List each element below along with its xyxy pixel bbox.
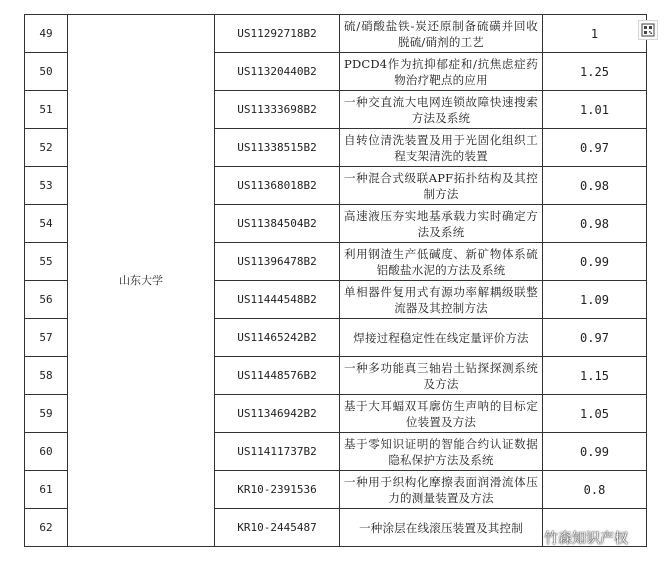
patent-number: US11320440B2 (215, 53, 340, 91)
patent-title: 焊接过程稳定性在线定量评价方法 (353, 330, 529, 345)
value-cell: 0.97 (543, 129, 647, 167)
patent-title-cell (340, 91, 543, 129)
qr-code-icon (641, 23, 655, 37)
value-cell: 0.98 (543, 167, 647, 205)
patent-title: 一种交直流大电网连锁故障快速搜索方法及系统 (344, 94, 538, 125)
patent-title: 基于大耳蝠双耳廓仿生声呐的目标定位装置及方法 (344, 398, 538, 429)
row-number: 54 (25, 205, 68, 243)
patent-title-cell (340, 243, 543, 281)
patent-title: 利用钢渣生产低碱度、新矿物体系硫铝酸盐水泥的方法及系统 (344, 246, 538, 277)
patent-title-cell (340, 357, 543, 395)
patent-title-cell (340, 471, 543, 509)
patent-title: 一种混合式级联APF拓扑结构及其控制方法 (344, 170, 538, 201)
row-number: 56 (25, 281, 68, 319)
value-cell: 0.8 (543, 471, 647, 509)
row-number: 58 (25, 357, 68, 395)
value-cell: 0.99 (543, 243, 647, 281)
patent-title: 单相器件复用式有源功率解耦级联整流器及其控制方法 (344, 284, 538, 315)
patent-title-cell (340, 15, 543, 53)
row-number: 50 (25, 53, 68, 91)
table-row (25, 15, 647, 53)
patent-title-cell (340, 433, 543, 471)
row-number: 57 (25, 319, 68, 357)
row-number: 55 (25, 243, 68, 281)
value-cell: 0.97 (543, 319, 647, 357)
patent-number: KR10-2391536 (215, 471, 340, 509)
row-number: 52 (25, 129, 68, 167)
patent-number: US11396478B2 (215, 243, 340, 281)
value-cell: 1.15 (543, 357, 647, 395)
row-number: 51 (25, 91, 68, 129)
value-cell: 1 (543, 15, 647, 53)
patent-title: 一种涂层在线滚压装置及其控制 (359, 520, 523, 535)
patent-title: 自转位清洗装置及用于光固化组织工程支架清洗的装置 (344, 132, 538, 163)
row-number: 62 (25, 509, 68, 547)
patent-number: KR10-2445487 (215, 509, 340, 547)
patent-title-cell (340, 53, 543, 91)
patent-number: US11333698B2 (215, 91, 340, 129)
patent-number: US11465242B2 (215, 319, 340, 357)
value-cell (543, 509, 647, 547)
patent-number: US11448576B2 (215, 357, 340, 395)
patent-number: US11338515B2 (215, 129, 340, 167)
patent-number: US11292718B2 (215, 15, 340, 53)
patent-title: 一种用于织构化摩擦表面润滑流体压力的测量装置及方法 (344, 474, 538, 505)
row-number: 60 (25, 433, 68, 471)
patent-title: 高速液压夯实地基承载力实时确定方法及系统 (344, 208, 538, 239)
value-cell: 0.98 (543, 205, 647, 243)
patent-title: PDCD4作为抗抑郁症和/抗焦虑症药物治疗靶点的应用 (344, 56, 538, 87)
qr-code-button[interactable] (638, 20, 658, 40)
row-number: 49 (25, 15, 68, 53)
patent-table-body (25, 15, 647, 547)
patent-title: 硫/硝酸盐铁-炭还原制备硫磺并回收脱硫/硝剂的工艺 (344, 18, 538, 49)
patent-title: 一种多功能真三轴岩土钻探探测系统及方法 (344, 360, 538, 391)
row-number: 59 (25, 395, 68, 433)
patent-number: US11368018B2 (215, 167, 340, 205)
patent-title-cell (340, 319, 543, 357)
patent-title-cell (340, 129, 543, 167)
patent-title-cell (340, 281, 543, 319)
patent-title-cell (340, 509, 543, 547)
patent-title-cell (340, 395, 543, 433)
watermark-text: 竹森知识产权 (544, 531, 628, 547)
patent-number: US11346942B2 (215, 395, 340, 433)
patent-title: 基于零知识证明的智能合约认证数据隐私保护方法及系统 (344, 436, 538, 467)
patent-title-cell (340, 167, 543, 205)
row-number: 61 (25, 471, 68, 509)
patent-title-cell (340, 205, 543, 243)
patent-number: US11444548B2 (215, 281, 340, 319)
university-cell: 山东大学 (68, 15, 215, 547)
patent-number: US11384504B2 (215, 205, 340, 243)
value-cell: 1.09 (543, 281, 647, 319)
value-cell: 0.99 (543, 433, 647, 471)
value-cell: 1.01 (543, 91, 647, 129)
patent-table (24, 14, 647, 547)
value-cell: 1.25 (543, 53, 647, 91)
row-number: 53 (25, 167, 68, 205)
patent-number: US11411737B2 (215, 433, 340, 471)
value-cell: 1.05 (543, 395, 647, 433)
